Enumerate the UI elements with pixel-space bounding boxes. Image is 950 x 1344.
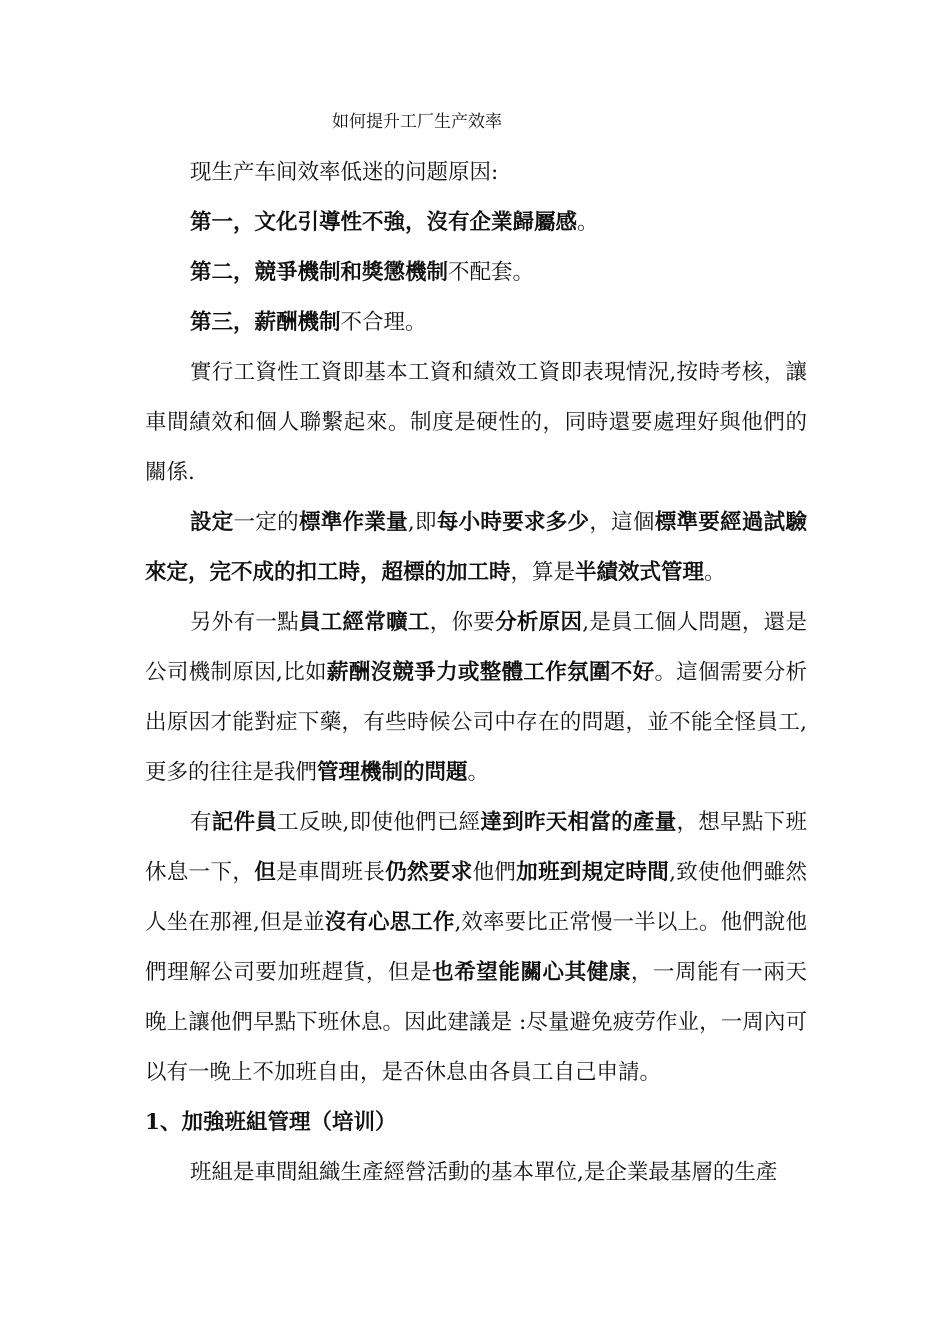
- bold-text-run: 加班到規定時間: [516, 860, 670, 885]
- text-run: ,致使他們雖然人坐在那裡,但是並: [145, 860, 807, 935]
- text-run: 。: [704, 560, 726, 585]
- bold-text-run: 第二，競爭機制和獎懲機制: [190, 260, 449, 285]
- bold-text-run: 第一，文化引導性不強，沒有企業歸屬感: [190, 210, 578, 235]
- paragraph-causes-intro: [145, 148, 807, 198]
- text-run: ，一周能有一兩天晚上讓他們早點下班休息。因此建議是 :尽量避免疲劳作业，一周內可以有一晚上不加班自由，是否休息由各員工自己申請。: [145, 960, 807, 1085]
- text-run: ,即: [407, 510, 437, 535]
- section-heading-team-management: [145, 1098, 807, 1148]
- paragraph-absenteeism: [145, 598, 807, 798]
- paragraph-standard-workload: [145, 498, 807, 598]
- paragraph-cause-second: [145, 248, 807, 298]
- document-title: 如何提升工厂生产效率: [332, 112, 502, 132]
- text-run: 。: [577, 210, 599, 235]
- bold-text-run: 但: [254, 860, 277, 885]
- text-run: 。這個需要分析出原因才能對症下藥，有些時候公司中存在的問題，並不能全怪員工,更多的往往是我們: [145, 660, 807, 785]
- text-run: ，你要: [429, 610, 496, 635]
- text-run: 不配套。: [448, 260, 535, 285]
- bold-text-run: 也希望能關心其健康: [432, 960, 631, 985]
- text-run: 一定的: [233, 510, 299, 535]
- paragraph-cause-first: [145, 198, 807, 248]
- bold-text-run: 薪酬沒競爭力或整體工作氛圍不好: [326, 660, 655, 685]
- paragraph-team-definition: [145, 1148, 807, 1198]
- document-body: [145, 148, 807, 1198]
- bold-text-run: 沒有心思工作: [324, 910, 455, 935]
- text-run: 班組是車間組織生產經營活動的基本單位,是企業最基層的生產: [190, 1160, 778, 1185]
- paragraph-overtime-feedback: [145, 798, 807, 1098]
- text-run: 是車間班長: [276, 860, 386, 885]
- bold-text-run: 分析原因: [495, 610, 583, 635]
- bold-text-run: 1、加強班組管理（培训）: [145, 1110, 397, 1135]
- bold-text-run: 設定: [190, 510, 234, 535]
- text-run: ，想早點下班休息一下，: [145, 810, 807, 885]
- bold-text-run: 第三，薪酬機制: [190, 310, 341, 335]
- text-run: ,是員工個人問題，還是公司機制原因,比如: [145, 610, 807, 685]
- bold-text-run: 員工經常曠工: [298, 610, 430, 635]
- paragraph-salary-system: [145, 348, 807, 498]
- text-run: 现生产车间效率低迷的问题原因:: [190, 160, 499, 185]
- bold-text-run: 達到昨天相當的產量: [480, 810, 677, 835]
- bold-text-run: 管理機制的問題: [317, 760, 468, 785]
- text-run: 另外有一點: [190, 610, 299, 635]
- text-run: ，算是: [510, 560, 576, 585]
- text-run: 有: [190, 810, 212, 835]
- bold-text-run: 記件員: [211, 810, 278, 835]
- text-run: ,效率要比正常慢一半以上。他們說他們理解公司要加班趕貨，但是: [145, 910, 807, 985]
- bold-text-run: 標準作業量: [298, 510, 408, 535]
- bold-text-run: 仍然要求: [385, 860, 473, 885]
- text-run: 實行工資性工資即基本工資和績效工資即表現情況,按時考核，讓車間績效和個人聯繫起來。制度是硬性的，同時還要處理好與他們的關係.: [145, 360, 807, 485]
- bold-text-run: 半績效式管理: [575, 560, 705, 585]
- bold-text-run: 標準要經過試驗來定，完不成的扣工時，超標的加工時: [145, 510, 807, 585]
- paragraph-cause-third: [145, 298, 807, 348]
- text-run: ，這個: [589, 510, 655, 535]
- text-run: 他們: [472, 860, 517, 885]
- text-run: 工反映,即使他們已經: [277, 810, 481, 835]
- text-run: 不合理。: [340, 310, 427, 335]
- text-run: 。: [467, 760, 490, 785]
- bold-text-run: 每小時要求多少: [436, 510, 590, 535]
